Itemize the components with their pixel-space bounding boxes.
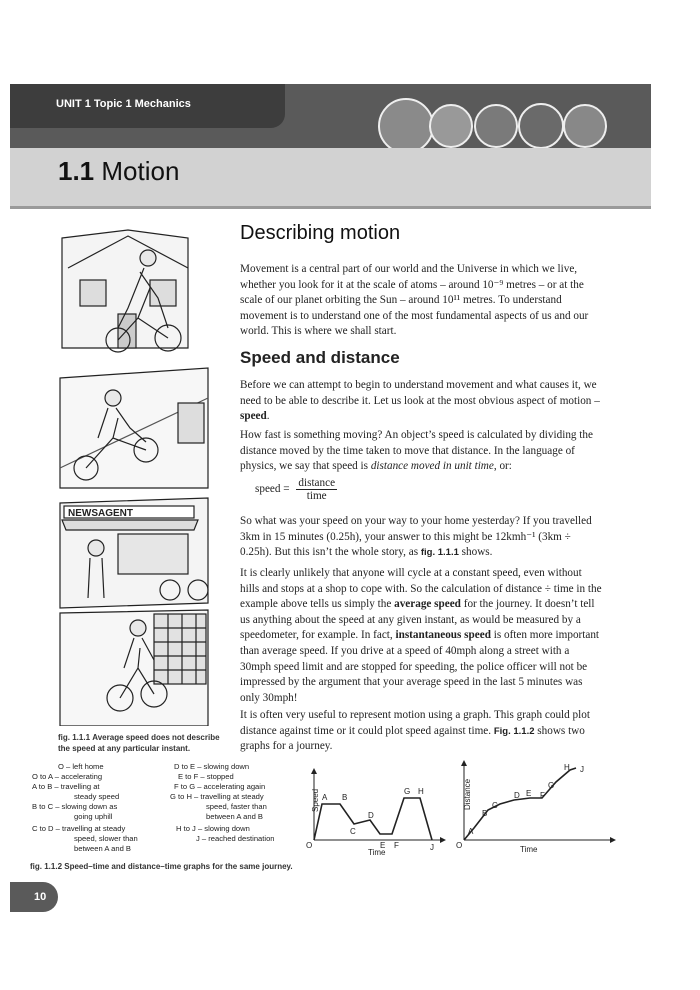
text-run: shows. [458, 546, 493, 559]
speed-equation [255, 477, 337, 502]
text-run: Before we can attempt to begin to understand movement and what causes it, we need to be able to describe it. Let us look at the most obvious aspect of motion – [240, 379, 600, 407]
bold-term-average-speed: average speed [394, 598, 461, 611]
text-run: . [266, 410, 270, 423]
fig-caption: Average speed does not describe the speed at any particular instant. [58, 733, 220, 753]
ripple-photo-icon [474, 104, 518, 148]
legend-text: E to F – stopped [178, 772, 234, 781]
pt-C: C [492, 801, 498, 810]
orbit-photo-icon [429, 104, 473, 148]
equation-fraction [296, 477, 337, 502]
pt-H: H [564, 763, 570, 772]
legend-item [176, 824, 250, 834]
pt-F: F [540, 791, 545, 800]
text-run: shows two graphs for a journey. [240, 724, 585, 753]
text-run: So what was your speed on your way to your home yesterday? If you travelled 3km in 15 minutes (0.25h), your answer to this might be 12kmh⁻¹ (3km ÷ 0.25h). But this isn’t the whole story, as [240, 515, 592, 559]
x-axis-arrow [610, 837, 616, 843]
figure-1-1-2-caption [30, 862, 293, 871]
paragraph-3 [240, 514, 602, 561]
legend-item [32, 772, 102, 782]
legend-text: speed, faster than [206, 801, 267, 811]
starburst-photo-icon [518, 103, 564, 149]
text-run: , or: [493, 460, 512, 473]
fig-reference: Fig. 1.1.2 [493, 725, 535, 737]
pt-A: A [322, 793, 328, 802]
italic-definition: distance moved in unit time [370, 460, 494, 473]
paragraph-5 [240, 708, 602, 755]
x-axis-arrow [440, 837, 446, 843]
heading-speed-and-distance: Speed and distance [240, 348, 400, 367]
legend-item [196, 834, 275, 844]
pt-B: B [482, 809, 488, 818]
fig-reference: fig. 1.1.1 [420, 547, 459, 559]
legend-text: A to B – travelling at [32, 782, 100, 791]
pendulum-photo-icon [563, 104, 607, 148]
bold-term-instantaneous-speed: instantaneous speed [395, 629, 491, 642]
cyclist-illustration [58, 228, 210, 726]
pt-D: D [368, 811, 374, 820]
pt-A: A [468, 827, 474, 836]
text-run: is often more important than average speed. If you drive at a speed of 40mph along a street with a 30mph speed limit and are stopped for speeding, the police officer will not be impressed by the argument that your average speed in the last 5 minutes was only 30mph! [240, 629, 600, 704]
speed-ylabel: Speed [311, 788, 320, 812]
shop-sign: NEWSAGENT [68, 508, 133, 519]
journey-legend [30, 762, 292, 858]
legend-item [170, 792, 267, 821]
legend-item [32, 824, 138, 853]
legend-text: speed, slower than [74, 833, 138, 843]
legend-item [32, 802, 117, 822]
paragraph-2 [240, 428, 602, 475]
fig-label: fig. 1.1.1 [58, 733, 91, 742]
fig-caption: Speed–time and distance–time graphs for the same journey. [64, 862, 293, 871]
paragraph-4 [240, 566, 602, 706]
legend-text: O – left home [58, 762, 104, 771]
legend-item [174, 782, 265, 792]
clock-photo-icon [378, 98, 434, 154]
distance-line [464, 768, 576, 840]
unit-label: UNIT 1 Topic 1 Mechanics [56, 98, 191, 110]
section-number: 1.1 [58, 156, 95, 186]
pt-G: G [548, 781, 555, 790]
y-axis-arrow [311, 768, 317, 774]
equation-denominator: time [306, 490, 327, 502]
pt-B: B [342, 793, 348, 802]
fig-label: fig. 1.1.2 [30, 862, 63, 871]
page-number: 10 [34, 891, 47, 903]
text-run: How fast is something moving? An object’s speed is calculated by dividing the distance moved by the time taken to move that distance. In the language of physics, we say that speed is [240, 429, 593, 473]
legend-text: between A and B [206, 811, 264, 821]
equation-numerator: distance [298, 477, 336, 489]
pt-H: H [418, 787, 424, 796]
pt-D: D [514, 791, 520, 800]
pt-J: J [580, 765, 584, 774]
distance-xlabel: Time [520, 845, 538, 854]
legend-text: J – reached destination [196, 834, 275, 843]
figure-1-1-1-caption [58, 732, 228, 754]
legend-text: steady speed [74, 791, 120, 801]
pt-J: J [430, 843, 434, 852]
intro-paragraph: Movement is a central part of our world and the Universe in which we live, whether you look for it at the scale of atoms – around 10⁻⁹ metres – or at the scale of our planet orbiting the Sun – around 10¹¹ metres. To understand movement is to understand one of the most fundamental aspects of us and our world. This is where we shall start. [240, 263, 589, 338]
legend-text: between A and B [74, 843, 132, 853]
legend-text: D to E – slowing down [174, 762, 250, 771]
speed-xlabel: Time [368, 848, 386, 857]
legend-text: F to G – accelerating again [174, 782, 266, 791]
pt-E: E [526, 789, 532, 798]
text-run: for the journey. It doesn’t tell us anything about the speed at any given instant, as would be measured by a speedometer, for example. In fact, [240, 598, 595, 642]
equation-lhs: speed = [255, 483, 290, 496]
legend-text: G to H – travelling at steady [170, 792, 264, 801]
legend-text: C to D – travelling at steady [32, 824, 126, 833]
speed-time-graph [306, 768, 446, 857]
pt-E: E [380, 841, 386, 850]
bold-term-speed: speed [240, 410, 267, 423]
pt-F: F [394, 841, 399, 850]
paragraph-1 [240, 378, 602, 425]
legend-item [58, 762, 104, 772]
legend-text: O to A – accelerating [32, 772, 103, 781]
distance-time-graph [456, 760, 616, 854]
legend-item [174, 762, 249, 772]
pt-C: C [350, 827, 356, 836]
pt-O: O [306, 841, 313, 850]
distance-ylabel: Distance [463, 778, 472, 810]
pt-O: O [456, 841, 463, 850]
journey-graphs [298, 758, 618, 862]
pt-G: G [404, 787, 411, 796]
section-title: Motion [101, 156, 180, 186]
legend-text: going uphill [74, 811, 113, 821]
heading-describing-motion: Describing motion [240, 222, 401, 244]
text-run: It is often very useful to represent motion using a graph. This graph could plot distance against time or it could plot speed against time. [240, 709, 590, 737]
legend-item [178, 772, 234, 782]
page-title [58, 156, 179, 187]
legend-item [32, 782, 119, 802]
legend-text: H to J – slowing down [176, 824, 250, 833]
legend-text: B to C – slowing down as [32, 802, 118, 811]
y-axis-arrow [461, 760, 467, 766]
text-run: It is clearly unlikely that anyone will cycle at a constant speed, even without hills and stops at a shop to cope with. So the calculation of distance ÷ time in the example above tells us simply the [240, 567, 602, 611]
